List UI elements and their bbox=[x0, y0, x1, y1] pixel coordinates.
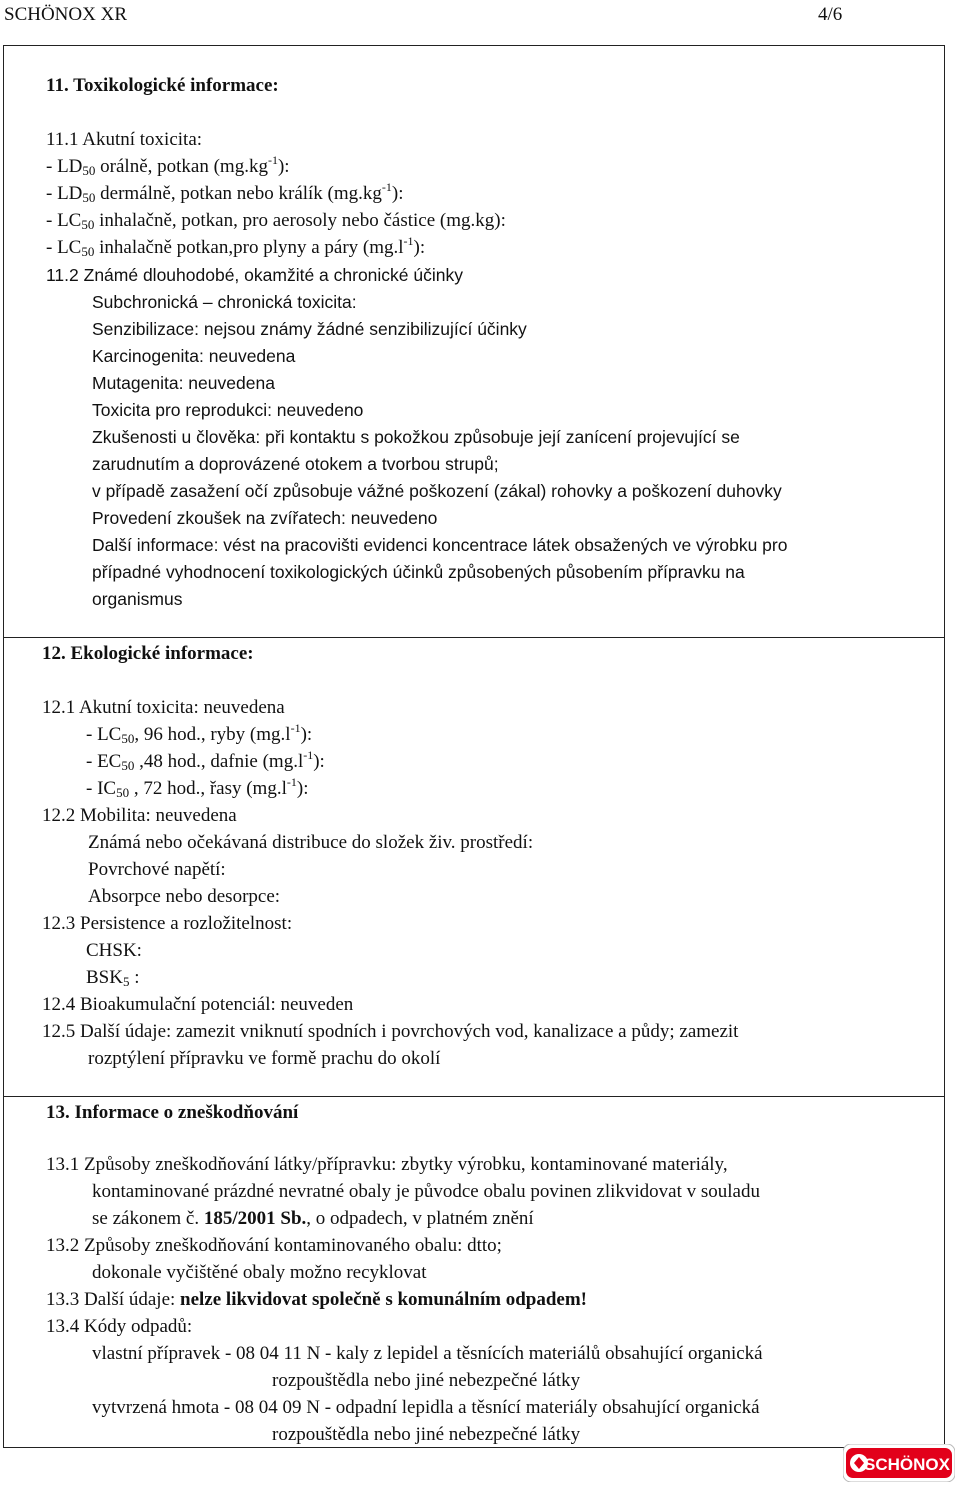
section-12-title: 12. Ekologické informace: bbox=[42, 643, 254, 664]
header-product: SCHÖNOX XR bbox=[4, 4, 127, 25]
s13-line: vytvrzená hmota - 08 04 09 N - odpadní lepidla a těsnící materiály obsahující organická bbox=[92, 1397, 760, 1418]
s13-line: rozpouštědla nebo jiné nebezpečné látky bbox=[272, 1370, 581, 1391]
logo-text: SCHÖNOX bbox=[864, 1455, 950, 1474]
ld50-dermal-line: - LD50 dermálně, potkan nebo králík $(mg.kg^{-1})$: bbox=[46, 180, 404, 205]
s11-line: Mutagenita: neuvedena bbox=[92, 373, 275, 393]
s13-line: 13.4 Kódy odpadů: bbox=[46, 1316, 193, 1337]
s11-line: Karcinogenita: neuvedena bbox=[92, 346, 296, 366]
schonox-logo bbox=[843, 1444, 955, 1482]
s13-other-line: 13.3 Další údaje: nelze likvidovat společně s komunálním odpadem! bbox=[46, 1289, 587, 1310]
s11-line: Subchronická – chronická toxicita: bbox=[92, 292, 357, 312]
bsk-line: BSK5 : bbox=[86, 967, 140, 989]
header-page-number: 4/6 bbox=[818, 4, 843, 25]
s11-line: případné vyhodnocení toxikologických účinků způsobených působením přípravku na bbox=[92, 562, 745, 582]
ic50-algae-line: - IC50 , 72 hod., řasy $(mg.l^{-1})$: bbox=[86, 775, 309, 800]
s12-subheading-5-cont: rozptýlení přípravku ve formě prachu do okolí bbox=[88, 1048, 441, 1069]
s12-subheading-5: 12.5 Další údaje: zamezit vniknutí spodních i povrchových vod, kanalizace a půdy; zamezit bbox=[42, 1021, 739, 1042]
s13-line: kontaminované prázdné nevratné obaly je původce obalu povinen zlikvidovat v souladu bbox=[92, 1181, 760, 1202]
section-11-box bbox=[3, 45, 945, 638]
section-12-box bbox=[3, 637, 945, 1097]
s11-line: Zkušenosti u člověka: při kontaktu s pokožkou způsobuje její zanícení projevující se bbox=[92, 427, 740, 447]
s12-subheading-1: 12.1 Akutní toxicita: neuvedena bbox=[42, 697, 285, 718]
s11-line: zarudnutím a doprovázené otokem a tvorbou strupů; bbox=[92, 454, 499, 474]
s12-subheading-3: 12.3 Persistence a rozložitelnost: bbox=[42, 913, 293, 934]
lc50-fish-line: - LC50, 96 hod., ryby $(mg.l^{-1})$: bbox=[86, 721, 313, 746]
s13-law-line: se zákonem č. 185/2001 Sb., o odpadech, v platném znění bbox=[92, 1208, 534, 1229]
s11-line: Další informace: vést na pracovišti evidenci koncentrace látek obsažených ve výrobku pro bbox=[92, 535, 788, 555]
ld50-oral-line: - LD50 orálně, potkan $(mg.kg^{-1})$: bbox=[46, 153, 290, 178]
lc50-gas-line: - LC50 inhalačně potkan,pro plyny a páry $(mg.l^{-1})$: bbox=[46, 234, 426, 259]
s13-line: rozpouštědla nebo jiné nebezpečné látky bbox=[272, 1424, 581, 1445]
mobility-line: Známá nebo očekávaná distribuce do složek živ. prostředí: bbox=[88, 832, 534, 853]
mobility-line: Povrchové napětí: bbox=[88, 859, 226, 880]
mobility-line: Absorpce nebo desorpce: bbox=[88, 886, 281, 907]
s13-line: 13.2 Způsoby zneškodňování kontaminovaného obalu: dtto; bbox=[46, 1235, 502, 1256]
s11-line: v případě zasažení očí způsobuje vážné poškození (zákal) rohovky a poškození duhovky bbox=[92, 481, 782, 501]
section-13-title: 13. Informace o zneškodňování bbox=[46, 1102, 299, 1123]
s13-line: vlastní přípravek - 08 04 11 N - kaly z lepidel a těsnících materiálů obsahující organická bbox=[92, 1343, 763, 1364]
s11-line: Senzibilizace: nejsou známy žádné senzibilizující účinky bbox=[92, 319, 527, 339]
s11-subheading-2: 11.2 Známé dlouhodobé, okamžité a chronické účinky bbox=[46, 265, 464, 285]
section-11-title: 11. Toxikologické informace: bbox=[46, 75, 279, 96]
s11-line: Provedení zkoušek na zvířatech: neuvedeno bbox=[92, 508, 438, 528]
s11-line: Toxicita pro reprodukci: neuvedeno bbox=[92, 400, 364, 420]
section-13-box bbox=[3, 1096, 945, 1448]
s12-subheading-2: 12.2 Mobilita: neuvedena bbox=[42, 805, 237, 826]
chsk-line: CHSK: bbox=[86, 940, 142, 961]
s11-line: organismus bbox=[92, 589, 183, 609]
lc50-aerosol-line: - LC50 inhalačně, potkan, pro aerosoly nebo částice (mg.kg): bbox=[46, 210, 506, 232]
s12-subheading-4: 12.4 Bioakumulační potenciál: neuveden bbox=[42, 994, 354, 1015]
s11-subheading-1: 11.1 Akutní toxicita: bbox=[46, 129, 203, 150]
s13-line: 13.1 Způsoby zneškodňování látky/přípravku: zbytky výrobku, kontaminované materiály, bbox=[46, 1154, 728, 1175]
ec50-daphnia-line: - EC50 ,48 hod., dafnie $(mg.l^{-1})$: bbox=[86, 748, 325, 773]
s13-line: dokonale vyčištěné obaly možno recyklovat bbox=[92, 1262, 427, 1283]
